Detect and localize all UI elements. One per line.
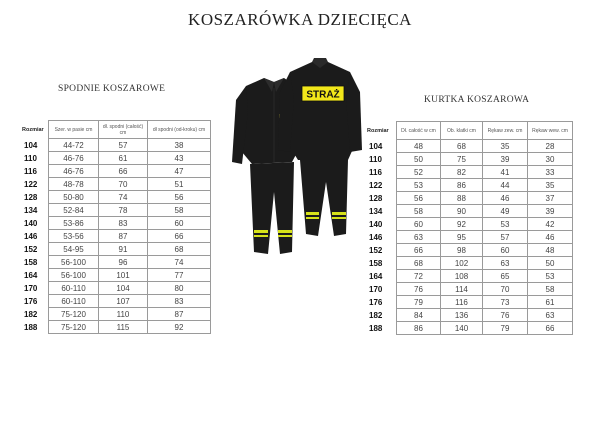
measurement-cell: 47 bbox=[147, 165, 211, 178]
measurement-cell: 58 bbox=[147, 204, 211, 217]
kurtka-section-title: KURTKA KOSZAROWA bbox=[424, 95, 530, 105]
table-row bbox=[22, 256, 211, 269]
measurement-cell: 37 bbox=[527, 192, 573, 205]
measurement-cell: 66 bbox=[98, 165, 147, 178]
size-cell: 176 bbox=[24, 297, 38, 306]
table-row bbox=[367, 322, 573, 335]
measurement-cell: 48-78 bbox=[48, 178, 98, 191]
measurement-cell: 74 bbox=[98, 191, 147, 204]
measurement-cell: 110 bbox=[98, 308, 147, 321]
measurement-cell: 53 bbox=[396, 179, 440, 192]
measurement-cell: 58 bbox=[527, 283, 573, 296]
measurement-cell: 73 bbox=[482, 296, 527, 309]
table-row bbox=[22, 321, 211, 334]
measurement-cell: 58 bbox=[396, 205, 440, 218]
measurement-cell: 50 bbox=[527, 257, 573, 270]
total-length-column-header: dł. spodni (całość) cm bbox=[98, 120, 147, 139]
measurement-cell: 98 bbox=[440, 244, 482, 257]
table-row bbox=[367, 283, 573, 296]
size-cell: 116 bbox=[24, 167, 37, 176]
measurement-cell: 84 bbox=[396, 309, 440, 322]
measurement-cell: 90 bbox=[440, 205, 482, 218]
measurement-cell: 107 bbox=[98, 295, 147, 308]
table-row bbox=[22, 243, 211, 256]
page-title: KOSZARÓWKA DZIECIĘCA bbox=[188, 10, 412, 29]
measurement-cell: 104 bbox=[98, 282, 147, 295]
measurement-cell: 75 bbox=[440, 153, 482, 166]
measurement-cell: 56-100 bbox=[48, 256, 98, 269]
measurement-cell: 79 bbox=[396, 296, 440, 309]
table-row bbox=[22, 204, 211, 217]
size-column-header: Rozmiar bbox=[22, 126, 44, 133]
measurement-cell: 44 bbox=[482, 179, 527, 192]
measurement-cell: 57 bbox=[482, 231, 527, 244]
measurement-cell: 108 bbox=[440, 270, 482, 283]
table-row bbox=[367, 153, 573, 166]
size-cell: 110 bbox=[369, 155, 382, 164]
measurement-cell: 116 bbox=[440, 296, 482, 309]
measurement-cell: 76 bbox=[396, 283, 440, 296]
size-cell: 104 bbox=[369, 142, 383, 151]
table-row bbox=[367, 166, 573, 179]
size-cell: 170 bbox=[369, 285, 383, 294]
measurement-cell: 86 bbox=[396, 322, 440, 335]
measurement-cell: 75-120 bbox=[48, 308, 98, 321]
measurement-cell: 95 bbox=[440, 231, 482, 244]
measurement-cell: 46-76 bbox=[48, 152, 98, 165]
measurement-cell: 136 bbox=[440, 309, 482, 322]
measurement-cell: 28 bbox=[527, 140, 573, 153]
table-row bbox=[367, 244, 573, 257]
measurement-cell: 46 bbox=[527, 231, 573, 244]
measurement-cell: 80 bbox=[147, 282, 211, 295]
size-cell: 182 bbox=[369, 311, 383, 320]
measurement-cell: 44-72 bbox=[48, 139, 98, 152]
size-cell: 188 bbox=[369, 324, 383, 333]
kurtka-size-table bbox=[367, 121, 573, 335]
table-row bbox=[367, 231, 573, 244]
measurement-cell: 66 bbox=[396, 244, 440, 257]
measurement-cell: 115 bbox=[98, 321, 147, 334]
chest-column-header: Ob. klatki cm bbox=[440, 121, 482, 140]
size-cell: 140 bbox=[24, 219, 38, 228]
spodnie-section-title: SPODNIE KOSZAROWE bbox=[58, 84, 166, 94]
table-row bbox=[22, 230, 211, 243]
measurement-cell: 91 bbox=[98, 243, 147, 256]
measurement-cell: 48 bbox=[527, 244, 573, 257]
table-row bbox=[22, 217, 211, 230]
measurement-cell: 53-56 bbox=[48, 230, 98, 243]
measurement-cell: 114 bbox=[440, 283, 482, 296]
table-row bbox=[367, 296, 573, 309]
badge-label: STRAŻ bbox=[306, 89, 340, 101]
measurement-cell: 74 bbox=[147, 256, 211, 269]
measurement-cell: 33 bbox=[527, 166, 573, 179]
size-cell: 152 bbox=[24, 245, 38, 254]
measurement-cell: 48 bbox=[396, 140, 440, 153]
table-row bbox=[22, 295, 211, 308]
size-cell: 122 bbox=[369, 181, 383, 190]
table-row bbox=[367, 309, 573, 322]
measurement-cell: 46-76 bbox=[48, 165, 98, 178]
measurement-cell: 75-120 bbox=[48, 321, 98, 334]
measurement-cell: 56 bbox=[147, 191, 211, 204]
table-row bbox=[367, 140, 573, 153]
measurement-cell: 102 bbox=[440, 257, 482, 270]
size-cell: 146 bbox=[369, 233, 383, 242]
measurement-cell: 77 bbox=[147, 269, 211, 282]
measurement-cell: 68 bbox=[396, 257, 440, 270]
firefighter-uniform-image bbox=[228, 52, 363, 262]
size-column-header: Rozmiar bbox=[367, 127, 389, 134]
size-cell: 164 bbox=[24, 271, 38, 280]
measurement-cell: 50 bbox=[396, 153, 440, 166]
measurement-cell: 30 bbox=[527, 153, 573, 166]
measurement-cell: 79 bbox=[482, 322, 527, 335]
measurement-cell: 38 bbox=[147, 139, 211, 152]
table-row bbox=[367, 192, 573, 205]
table-row bbox=[367, 270, 573, 283]
table-row bbox=[367, 205, 573, 218]
size-cell: 146 bbox=[24, 232, 38, 241]
measurement-cell: 54-95 bbox=[48, 243, 98, 256]
measurement-cell: 35 bbox=[527, 179, 573, 192]
measurement-cell: 65 bbox=[482, 270, 527, 283]
size-cell: 122 bbox=[24, 180, 38, 189]
back-trousers bbox=[300, 160, 348, 236]
size-cell: 176 bbox=[369, 298, 383, 307]
measurement-cell: 96 bbox=[98, 256, 147, 269]
size-cell: 110 bbox=[24, 154, 37, 163]
size-cell: 188 bbox=[24, 323, 38, 332]
table-row bbox=[22, 139, 211, 152]
measurement-cell: 60 bbox=[396, 218, 440, 231]
measurement-cell: 92 bbox=[147, 321, 211, 334]
measurement-cell: 56 bbox=[396, 192, 440, 205]
size-cell: 140 bbox=[369, 220, 383, 229]
measurement-cell: 87 bbox=[98, 230, 147, 243]
measurement-cell: 61 bbox=[527, 296, 573, 309]
table-row bbox=[22, 269, 211, 282]
measurement-cell: 76 bbox=[482, 309, 527, 322]
measurement-cell: 52 bbox=[396, 166, 440, 179]
measurement-cell: 68 bbox=[440, 140, 482, 153]
measurement-cell: 49 bbox=[482, 205, 527, 218]
measurement-cell: 101 bbox=[98, 269, 147, 282]
measurement-cell: 53-86 bbox=[48, 217, 98, 230]
measurement-cell: 50-80 bbox=[48, 191, 98, 204]
table-row bbox=[22, 178, 211, 191]
table-row bbox=[22, 282, 211, 295]
measurement-cell: 42 bbox=[527, 218, 573, 231]
measurement-cell: 43 bbox=[147, 152, 211, 165]
back-jacket bbox=[278, 58, 362, 160]
measurement-cell: 78 bbox=[98, 204, 147, 217]
measurement-cell: 46 bbox=[482, 192, 527, 205]
inner-sleeve-column-header: Rękaw wew. cm bbox=[527, 121, 573, 140]
table-row bbox=[367, 257, 573, 270]
size-cell: 128 bbox=[369, 194, 383, 203]
size-cell: 158 bbox=[369, 259, 383, 268]
waist-column-header: Szer. w pasie cm bbox=[48, 120, 98, 139]
measurement-cell: 53 bbox=[482, 218, 527, 231]
measurement-cell: 35 bbox=[482, 140, 527, 153]
size-cell: 182 bbox=[24, 310, 38, 319]
measurement-cell: 63 bbox=[396, 231, 440, 244]
measurement-cell: 39 bbox=[527, 205, 573, 218]
measurement-cell: 61 bbox=[98, 152, 147, 165]
measurement-cell: 41 bbox=[482, 166, 527, 179]
table-row bbox=[367, 218, 573, 231]
measurement-cell: 70 bbox=[482, 283, 527, 296]
measurement-cell: 53 bbox=[527, 270, 573, 283]
table-row bbox=[22, 191, 211, 204]
measurement-cell: 60-110 bbox=[48, 295, 98, 308]
measurement-cell: 39 bbox=[482, 153, 527, 166]
measurement-cell: 63 bbox=[482, 257, 527, 270]
measurement-cell: 83 bbox=[98, 217, 147, 230]
measurement-cell: 140 bbox=[440, 322, 482, 335]
measurement-cell: 86 bbox=[440, 179, 482, 192]
outer-sleeve-column-header: Rękaw zew. cm bbox=[482, 121, 527, 140]
measurement-cell: 92 bbox=[440, 218, 482, 231]
size-cell: 128 bbox=[24, 193, 38, 202]
total-length-column-header: Dł. całość w cm bbox=[396, 121, 440, 140]
table-header-row bbox=[367, 121, 573, 140]
size-cell: 158 bbox=[24, 258, 38, 267]
measurement-cell: 56-100 bbox=[48, 269, 98, 282]
measurement-cell: 52-84 bbox=[48, 204, 98, 217]
inseam-column-header: dł spodni (od-kroku) cm bbox=[147, 120, 211, 139]
measurement-cell: 51 bbox=[147, 178, 211, 191]
measurement-cell: 57 bbox=[98, 139, 147, 152]
front-trousers bbox=[250, 162, 294, 254]
measurement-cell: 70 bbox=[98, 178, 147, 191]
measurement-cell: 72 bbox=[396, 270, 440, 283]
measurement-cell: 83 bbox=[147, 295, 211, 308]
measurement-cell: 63 bbox=[527, 309, 573, 322]
measurement-cell: 66 bbox=[527, 322, 573, 335]
table-row bbox=[367, 179, 573, 192]
table-row bbox=[22, 152, 211, 165]
table-row bbox=[22, 165, 211, 178]
spodnie-size-table bbox=[22, 120, 211, 334]
size-cell: 134 bbox=[369, 207, 383, 216]
measurement-cell: 68 bbox=[147, 243, 211, 256]
measurement-cell: 66 bbox=[147, 230, 211, 243]
measurement-cell: 88 bbox=[440, 192, 482, 205]
size-cell: 170 bbox=[24, 284, 38, 293]
size-cell: 152 bbox=[369, 246, 383, 255]
measurement-cell: 60-110 bbox=[48, 282, 98, 295]
size-cell: 134 bbox=[24, 206, 38, 215]
table-row bbox=[22, 308, 211, 321]
size-cell: 164 bbox=[369, 272, 383, 281]
measurement-cell: 82 bbox=[440, 166, 482, 179]
size-cell: 104 bbox=[24, 141, 38, 150]
measurement-cell: 60 bbox=[482, 244, 527, 257]
size-cell: 116 bbox=[369, 168, 382, 177]
table-header-row bbox=[22, 120, 211, 139]
measurement-cell: 60 bbox=[147, 217, 211, 230]
measurement-cell: 87 bbox=[147, 308, 211, 321]
